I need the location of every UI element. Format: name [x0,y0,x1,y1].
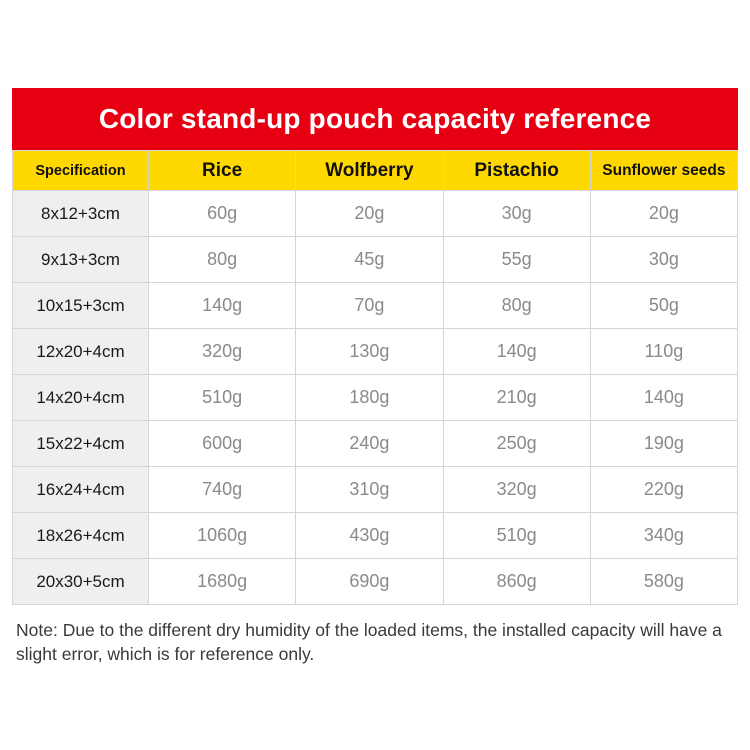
cell-specification: 18x26+4cm [13,513,149,559]
cell-rice: 320g [149,329,296,375]
title-bar [12,88,738,150]
cell-specification: 14x20+4cm [13,375,149,421]
cell-sunflower-seeds: 580g [590,559,737,605]
cell-specification: 16x24+4cm [13,467,149,513]
cell-sunflower-seeds: 220g [590,467,737,513]
table-header-row [13,151,738,191]
page-title: Color stand-up pouch capacity reference [98,102,652,134]
cell-pistachio: 55g [443,237,590,283]
cell-specification: 8x12+3cm [13,191,149,237]
column-header-specification: Specification [13,151,149,191]
table-row [13,513,738,559]
cell-specification: 12x20+4cm [13,329,149,375]
cell-rice: 600g [149,421,296,467]
cell-rice: 740g [149,467,296,513]
cell-wolfberry: 310g [296,467,443,513]
cell-rice: 1680g [149,559,296,605]
cell-wolfberry: 690g [296,559,443,605]
cell-rice: 510g [149,375,296,421]
cell-rice: 80g [149,237,296,283]
cell-sunflower-seeds: 20g [590,191,737,237]
column-header-sunflower-seeds: Sunflower seeds [590,151,737,191]
capacity-table [12,150,738,605]
cell-wolfberry: 130g [296,329,443,375]
cell-specification: 15x22+4cm [13,421,149,467]
cell-rice: 140g [149,283,296,329]
table-row [13,467,738,513]
cell-sunflower-seeds: 110g [590,329,737,375]
table-header [13,151,738,191]
cell-sunflower-seeds: 140g [590,375,737,421]
cell-sunflower-seeds: 30g [590,237,737,283]
cell-wolfberry: 45g [296,237,443,283]
cell-pistachio: 30g [443,191,590,237]
cell-wolfberry: 70g [296,283,443,329]
table-row [13,329,738,375]
table-row [13,421,738,467]
cell-pistachio: 860g [443,559,590,605]
cell-wolfberry: 240g [296,421,443,467]
cell-specification: 10x15+3cm [13,283,149,329]
table-body [13,191,738,605]
cell-specification: 20x30+5cm [13,559,149,605]
column-header-rice: Rice [149,151,296,191]
table-row [13,191,738,237]
cell-pistachio: 320g [443,467,590,513]
cell-sunflower-seeds: 50g [590,283,737,329]
cell-sunflower-seeds: 190g [590,421,737,467]
cell-pistachio: 210g [443,375,590,421]
column-header-wolfberry: Wolfberry [296,151,443,191]
content-area [12,88,738,666]
cell-wolfberry: 180g [296,375,443,421]
cell-pistachio: 80g [443,283,590,329]
cell-rice: 60g [149,191,296,237]
cell-pistachio: 140g [443,329,590,375]
table-row [13,283,738,329]
cell-wolfberry: 430g [296,513,443,559]
cell-rice: 1060g [149,513,296,559]
cell-specification: 9x13+3cm [13,237,149,283]
cell-pistachio: 250g [443,421,590,467]
table-row [13,559,738,605]
cell-sunflower-seeds: 340g [590,513,737,559]
column-header-pistachio: Pistachio [443,151,590,191]
cell-wolfberry: 20g [296,191,443,237]
table-row [13,237,738,283]
table-row [13,375,738,421]
footnote: Note: Due to the different dry humidity of the loaded items, the installed capacity will have a slight error, which is for reference only. [16,620,722,664]
cell-pistachio: 510g [443,513,590,559]
